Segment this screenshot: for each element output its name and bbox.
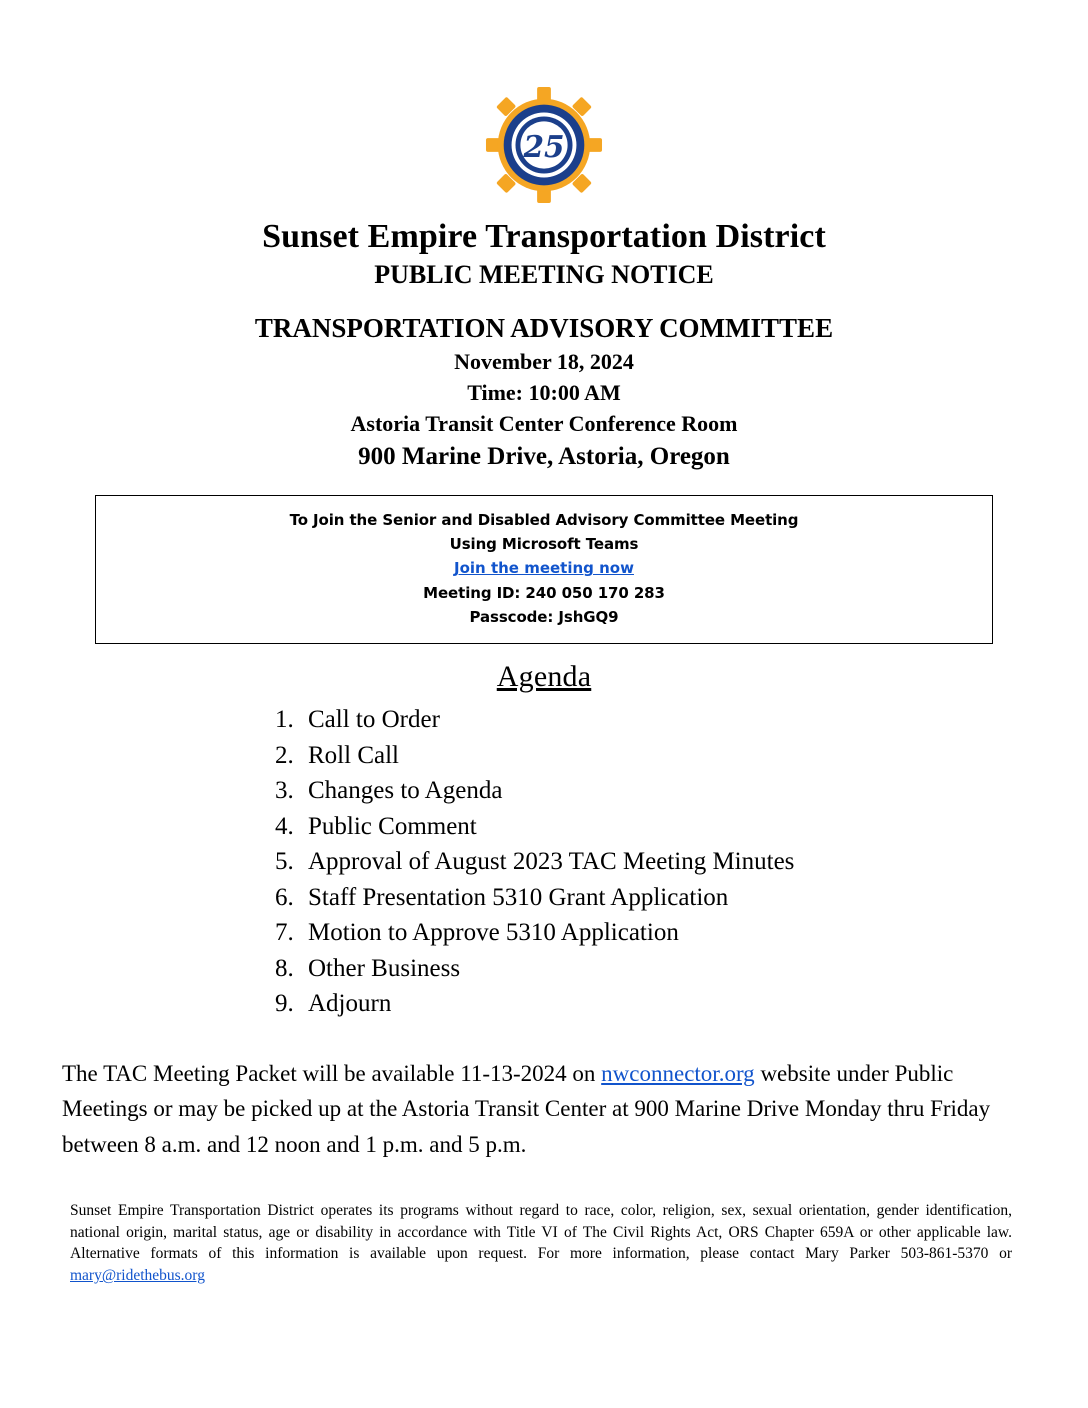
- list-item: 9. Adjourn: [300, 986, 1026, 1022]
- teams-meeting-id: Meeting ID: 240 050 170 283: [423, 583, 665, 602]
- committee-title: TRANSPORTATION ADVISORY COMMITTEE: [254, 312, 834, 343]
- organization-title: Sunset Empire Transportation District: [262, 218, 826, 255]
- teams-instruction-line-1: To Join the Senior and Disabled Advisory Committee Meeting: [289, 510, 799, 529]
- logo-container: [62, 0, 1026, 204]
- teams-instruction-line-2: Using Microsoft Teams: [449, 535, 639, 554]
- list-item: 1. Call to Order: [300, 702, 1026, 738]
- packet-availability-paragraph: [62, 1056, 1026, 1163]
- contact-email-link[interactable]: mary@ridethebus.org: [70, 1267, 205, 1285]
- public-meeting-notice-title: PUBLIC MEETING NOTICE: [374, 260, 714, 290]
- header-block: [62, 218, 1026, 475]
- meeting-location-address: 900 Marine Drive, Astoria, Oregon: [358, 443, 730, 471]
- setd-anniversary-logo-icon: [485, 86, 603, 204]
- teams-passcode: Passcode: JshGQ9: [469, 608, 619, 627]
- join-meeting-link[interactable]: Join the meeting now: [454, 559, 634, 578]
- list-item: 4. Public Comment: [300, 809, 1026, 845]
- svg-text:25: 25: [523, 128, 565, 164]
- agenda-list: [62, 702, 1026, 1022]
- list-item: 2. Roll Call: [300, 738, 1026, 774]
- list-item: 6. Staff Presentation 5310 Grant Application: [300, 880, 1026, 916]
- footer-text-before-link: Sunset Empire Transportation District operates its programs without regard to race, color, religion, sex, sexual orientation, gender identification, national origin, marital status, age or disability in accordance with Title VI of The Civil Rights Act, ORS Chapter 659A or other applicable law. Alternative formats of this information is available upon request. For more information, please contact Mary Parker 503-861-5370 or: [70, 1202, 1012, 1263]
- nwconnector-link[interactable]: nwconnector.org: [601, 1060, 755, 1086]
- list-item: 7. Motion to Approve 5310 Application: [300, 915, 1026, 951]
- teams-join-box: [95, 495, 993, 644]
- list-item: 5. Approval of August 2023 TAC Meeting Minutes: [300, 844, 1026, 880]
- meeting-time: Time: 10:00 AM: [467, 379, 621, 405]
- meeting-date: November 18, 2024: [454, 348, 634, 374]
- packet-text-before-link: The TAC Meeting Packet will be available 11-13-2024 on: [62, 1060, 602, 1086]
- meeting-location-name: Astoria Transit Center Conference Room: [350, 411, 738, 437]
- agenda-heading: Agenda: [496, 660, 592, 694]
- list-item: 3. Changes to Agenda: [300, 773, 1026, 809]
- nondiscrimination-footer: [70, 1200, 1012, 1287]
- packet-text-after-link: website under Public Meetings or may be picked up at the Astoria Transit Center at 900 Marine Drive Monday thru Friday between 8 a.m. and 12 noon and 1 p.m. and 5 p.m.: [62, 1060, 991, 1158]
- list-item: 8. Other Business: [300, 951, 1026, 987]
